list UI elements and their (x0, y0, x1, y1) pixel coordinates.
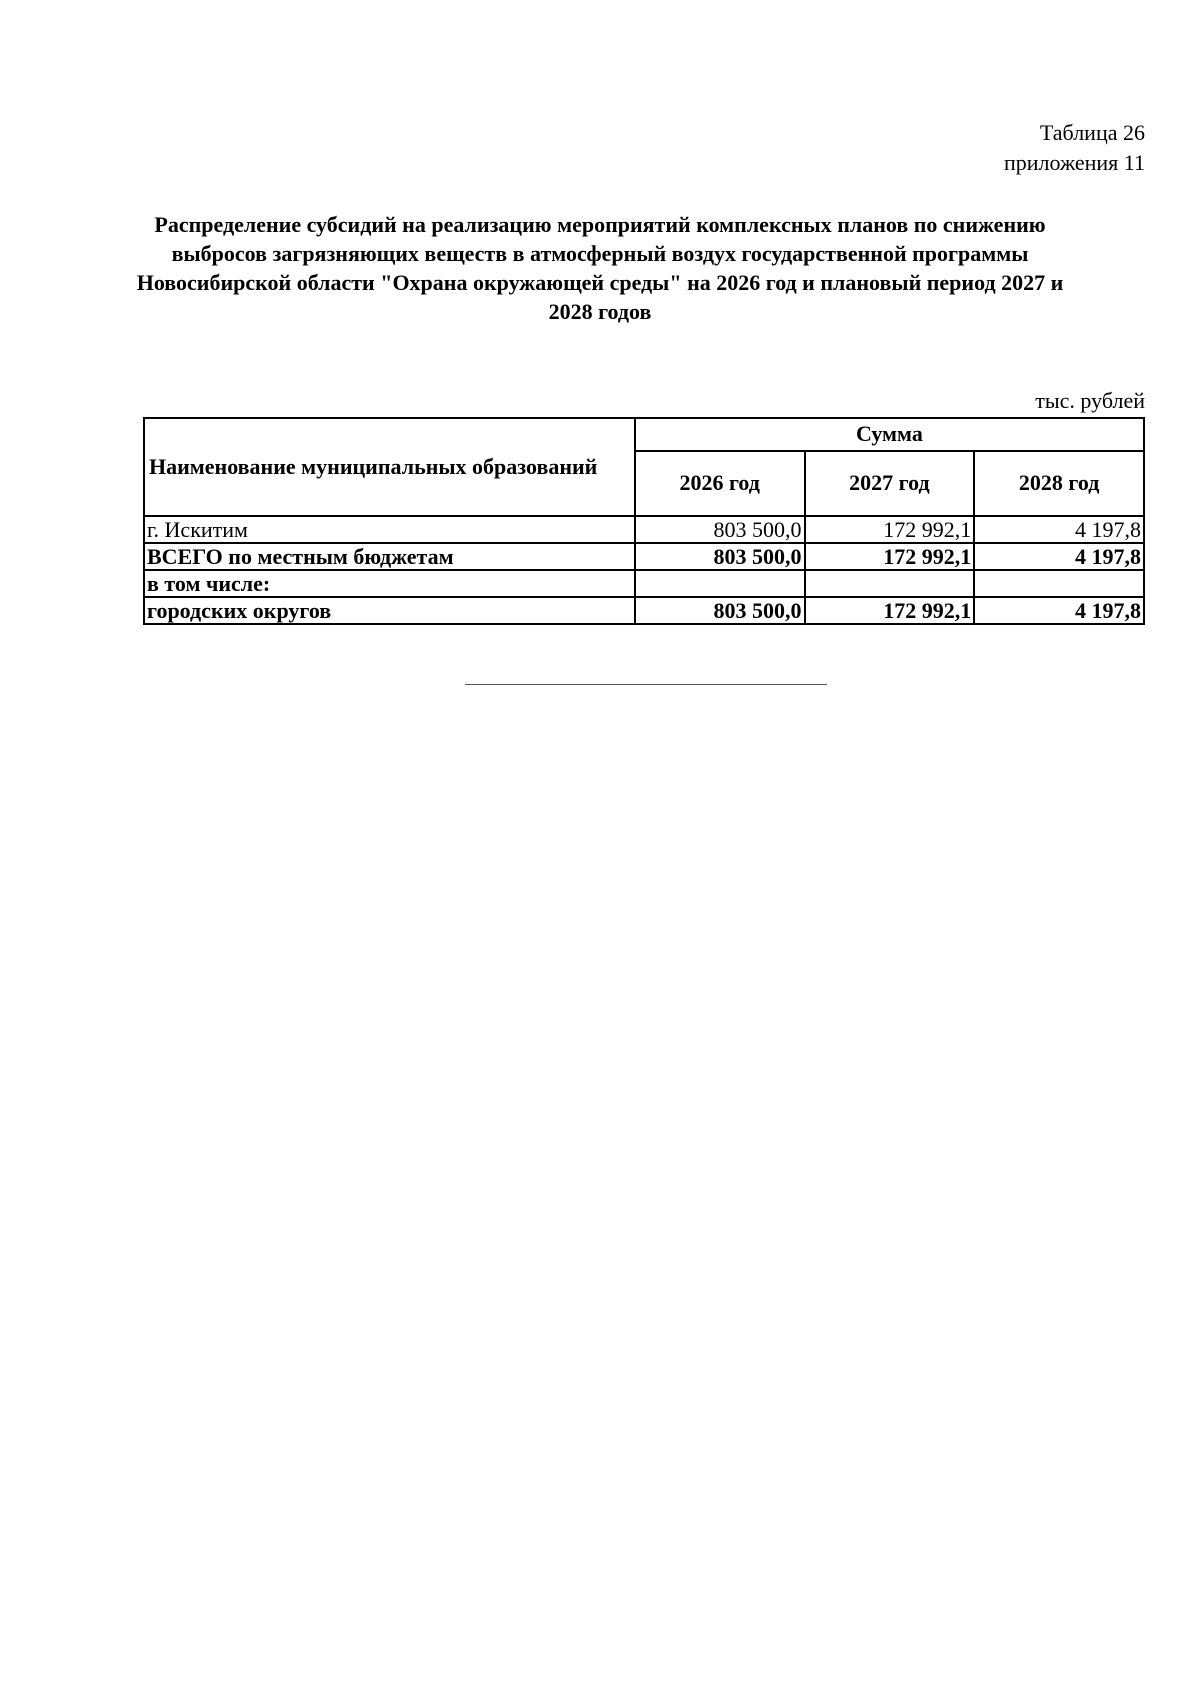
row-value-2028 (974, 570, 1144, 597)
table-row-iskitim (144, 516, 1144, 543)
header-year-2026: 2026 год (635, 451, 805, 516)
header-year-2028: 2028 год (974, 451, 1144, 516)
row-value-2026: 803 500,0 (635, 597, 805, 624)
title-line-4: 2028 годов (548, 299, 652, 324)
row-value-2027 (805, 570, 975, 597)
row-value-2028: 4 197,8 (974, 543, 1144, 570)
row-value-2028: 4 197,8 (974, 516, 1144, 543)
title-line-2: выбросов загрязняющих веществ в атмосферный воздух государственной программы (171, 241, 1029, 266)
units-label: тыс. рублей (1035, 388, 1145, 413)
header-sum: Сумма (635, 418, 1144, 451)
end-divider (465, 684, 827, 685)
row-value-2028: 4 197,8 (974, 597, 1144, 624)
row-name: г. Искитим (144, 516, 635, 543)
table-row-total (144, 543, 1144, 570)
title-line-3: Новосибирской области "Охрана окружающей среды" на 2026 год и плановый период 2027 и (136, 270, 1064, 295)
header-year-2027: 2027 год (805, 451, 975, 516)
title-line-1: Распределение субсидий на реализацию мероприятий комплексных планов по снижению (154, 212, 1046, 237)
table-row-urban-districts (144, 597, 1144, 624)
header-municipality-name: Наименование муниципальных образований (144, 418, 635, 516)
row-value-2026 (635, 570, 805, 597)
row-value-2027: 172 992,1 (805, 597, 975, 624)
row-value-2027: 172 992,1 (805, 543, 975, 570)
row-name: городских округов (144, 597, 635, 624)
row-name: в том числе: (144, 570, 635, 597)
row-value-2027: 172 992,1 (805, 516, 975, 543)
document-title (120, 210, 1080, 326)
subsidy-table (143, 417, 1145, 625)
row-name: ВСЕГО по местным бюджетам (144, 543, 635, 570)
row-value-2026: 803 500,0 (635, 543, 805, 570)
table-number: Таблица 26 (1039, 120, 1145, 145)
row-value-2026: 803 500,0 (635, 516, 805, 543)
table-row-including (144, 570, 1144, 597)
appendix-reference: приложения 11 (1003, 150, 1145, 175)
